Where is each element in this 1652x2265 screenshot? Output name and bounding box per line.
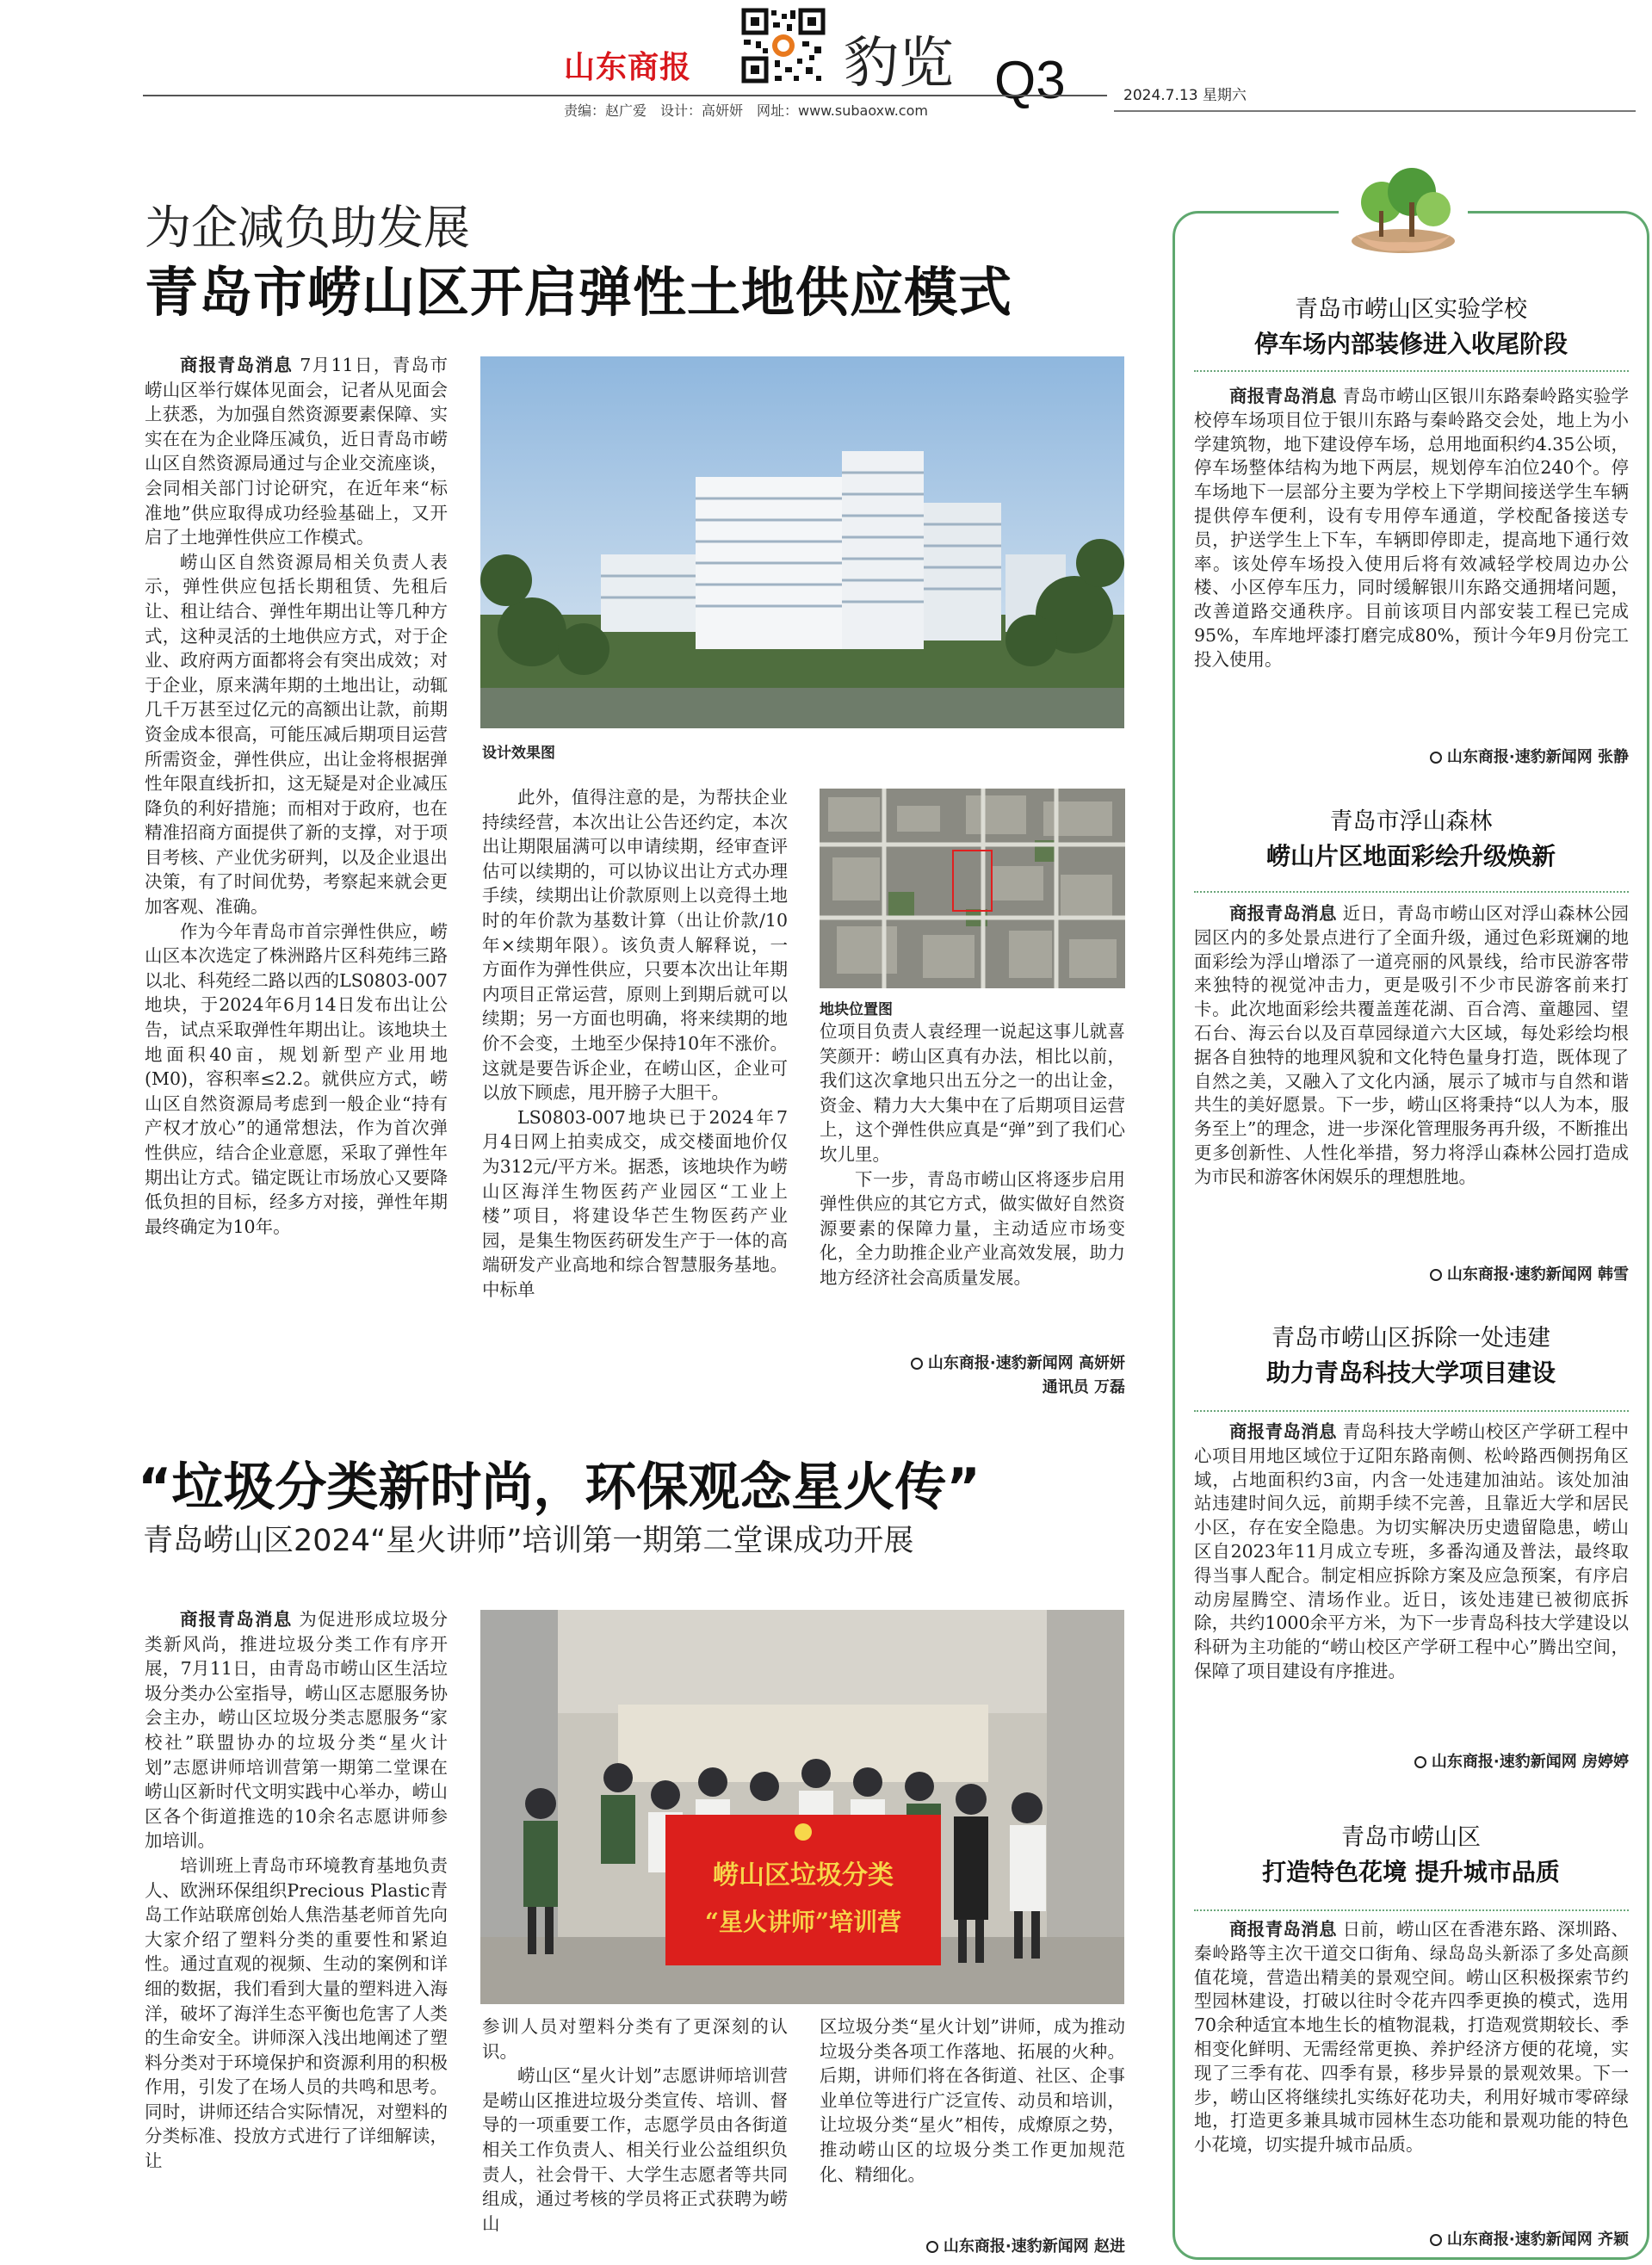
design-rendering-photo: [480, 356, 1124, 728]
article-2-column-2: [482, 2014, 788, 2265]
paragraph: 崂山区“星火计划”志愿讲师培训营是崂山区推进垃圾分类宣传、培训、督导的一项重要工作，志愿学员由各街道相关工作负责人、相关行业公益组织负责人，社会骨干、大学生志愿者等共同组成，通过考核的学员将正式获聘为崂山: [482, 2065, 788, 2234]
copyright-icon: [1414, 1756, 1426, 1768]
sidebar-story-3-body: 商报青岛消息 青岛科技大学崂山校区产学研工程中心项目用地区域位于辽阳东路南侧、松岭路西侧拐角区域，占地面积约3亩，内含一处违建加油站。该处加油站违建时间久远，前期手续不完善，且靠近大学和居民小区，存在安全隐患。为切实解决历史遗留隐患，崂山区自2023年11月成立专班，多番沟通及普法，最终取得当事人配合。制定相应拆除方案及应急预案，有序启动房屋腾空、清场作业。近日，该处违建已被彻底拆除，共约1000余平方米，为下一步青岛科技大学建设以科研为主功能的“崂山校区产学研工程中心”腾出空间，保障了项目建设有序推进。: [1194, 1421, 1629, 1681]
sidebar-story-4-credit: 山东商报·速豹新闻网 齐颖: [1194, 2228, 1629, 2252]
article-2-headline: “垃圾分类新时尚，环保观念星火传”: [138, 1457, 981, 1518]
paragraph: 培训班上青岛市环境教育基地负责人、欧洲环保组织Precious Plastic青岛工作站联席创始人焦浩基老师首先向大家介绍了塑料分类的重要性和紧迫性。通过直观的视频、生动的案例和详细的数据，我们看到大量的塑料进入海洋，破坏了海洋生态平衡也危害了人类的生命安全。讲师深入浅出地阐述了塑料分类对于环境保护和资源利用的积极作用，引发了在场人员的共鸣和思考。同时，讲师还结合实际情况，对塑料的分类标准、投放方式进行了详细解读，让: [145, 1854, 448, 2172]
article-1-column-3: [820, 1019, 1125, 1343]
location-map-photo: [820, 789, 1125, 988]
article-1-column-1: [145, 353, 448, 1408]
sidebar-story-1-credit: 山东商报·速豹新闻网 张静: [1194, 746, 1629, 770]
section-name: 豹览: [844, 32, 954, 96]
paragraph: LS0803-007地块已于2024年7月4日网上拍卖成交，成交楼面地价仅为312元/平方米。据悉，该地块作为崂山区海洋生物医药产业园区“工业上楼”项目，将建设华芒生物医药产业园，是集生物医药研发生产于一体的高端研发产业高地和综合智慧服务基地。中标单: [482, 1106, 788, 1300]
paragraph: 下一步，青岛市崂山区将逐步启用弹性供应的其它方式，做实做好自然资源要素的保障力量，主动适应市场变化，全力助推企业产业高效发展，助力地方经济社会高质量发展。: [820, 1168, 1125, 1288]
masthead-rule-right: [1114, 110, 1636, 112]
sidebar-story-4-body: 商报青岛消息 日前，崂山区在香港东路、深圳路、秦岭路等主次干道交口街角、绿岛岛头新添了多处高颜值花境，营造出精美的景观空间。崂山区积极探索节约型园林建设，打破以往时令花卉四季更换的模式，选用70余种适宜本地生长的植物混栽，打造观赏期较长、季相变化鲜明、无需经常更换、养护经济方便的花境，实现了三季有花、四季有景，移步异景的景观效果。下一步，崂山区将继续扎实练好花功夫，利用好城市零碎绿地，打造更多兼具城市园林生态功能和景观功能的特色小花境，切实提升城市品质。: [1194, 1919, 1629, 2156]
design-rendering-caption: 设计效果图: [482, 745, 555, 762]
masthead-rule: [143, 95, 1107, 96]
divider: [1194, 891, 1629, 893]
sidebar-story-3-title: 青岛市崂山区拆除一处违建 助力青岛科技大学项目建设: [1265, 1325, 1556, 1387]
article-2-column-3: [820, 2014, 1125, 2212]
sidebar-story-2-body: 商报青岛消息 近日，青岛市崂山区对浮山森林公园园区内的多处景点进行了全面升级，通过色彩斑斓的地面彩绘为浮山增添了一道亮丽的风景线，给市民游客带来独特的视觉冲击力，更是吸引不少市民游客前来打卡。此次地面彩绘共覆盖莲花湖、百合湾、童趣园、望石台、海云台以及百草园绿道六大区域，每处彩绘均根据各自独特的地理风貌和文化特色量身打造，既体现了自然之美，又融入了文化内涵，展示了城市与自然和谐共生的美好愿景。下一步，崂山区将秉持“以人为本，服务至上”的理念，进一步深化管理服务再升级，不断推出更多创新性、人性化举措，努力将浮山森林公园打造成为市民和游客休闲娱乐的理想胜地。: [1194, 903, 1629, 1187]
editor-credits: 责编：赵广爱 设计：高妍妍 网址：www.subaoxw.com: [564, 102, 928, 119]
paragraph: 位项目负责人袁经理一说起这事儿就喜笑颜开：崂山区真有办法，相比以前，我们这次拿地只出五分之一的出让金，资金、精力大大集中在了后期项目运营上，这个弹性供应真是“弹”到了我们心坎儿里。: [820, 1021, 1125, 1165]
paragraph: 区垃圾分类“星火计划”讲师，成为推动垃圾分类各项工作落地、拓展的火种。后期，讲师们将在各街道、社区、企事业单位等进行广泛宣传、动员和培训，让垃圾分类“星火”相传，成燎原之势，推动崂山区的垃圾分类工作更加规范化、精细化。: [820, 2016, 1125, 2185]
copyright-icon: [1430, 2234, 1442, 2246]
copyright-icon: [1430, 752, 1442, 764]
sidebar-story-3-credit: 山东商报·速豹新闻网 房婷婷: [1194, 1750, 1629, 1774]
divider: [1194, 1410, 1629, 1412]
sidebar-story-2-title: 青岛市浮山森林 崂山片区地面彩绘升级焕新: [1265, 808, 1556, 870]
paragraph: 崂山区自然资源局相关负责人表示，弹性供应包括长期租赁、先租后让、租让结合、弹性年期出让等几种方式，这种灵活的土地供应方式，对于企业、政府两方面都将会有突出成效；对于企业，原来满年期的土地出让，动辄几千万甚至过亿元的高额出让款，前期资金成本很高，可能压减后期项目运营所需资金，弹性供应，出让金将根据弹性年限直线折扣，这无疑是对企业减压降负的利好措施；而相对于政府，也在精准招商方面提供了新的支撑，对于项目考核、产业优劣研判，以及企业退出决策，有了时间优势，考察起来就会更加客观、准确。: [145, 551, 448, 918]
article-1-kicker: 为企减负助发展: [145, 201, 470, 255]
paragraph: 作为今年青岛市首宗弹性供应，崂山区本次选定了株洲路片区科苑纬三路以北、科苑经二路以西的LS0803-007地块，于2024年6月14日发布出让公告，试点采取弹性年期出让。该地块土地面积40亩，规划新型产业用地(M0)，容积率≤2.2。就供应方式，崂山区自然资源局考虑到一般企业“持有产权才放心”的通常想法，作为首次弹性供应，结合企业意愿，采取了弹性年期出让方式。锚定既让市场放心又要降低负担的目标，经多方对接，弹性年期最终确定为10年。: [145, 920, 448, 1237]
article-1-column-2: [482, 785, 788, 1405]
banner-text-line-2: “星火讲师”培训营: [704, 1908, 902, 1936]
divider: [1194, 1909, 1629, 1911]
sidebar-story-1-body: 商报青岛消息 青岛市崂山区银川东路秦岭路实验学校停车场项目位于银川东路与秦岭路交会处，地上为小学建筑物，地下建设停车场，总用地面积约4.35公顷，停车场整体结构为地下两层，规划停车泊位240个。停车场地下一层部分主要为学校上下学期间接送学生车辆提供停车便利，设有专用停车通道，学校配备接送专员，护送学生上下车，车辆即停即走，提高地下通行效率。该处停车场投入使用后将有效减轻学校周边办公楼、小区停车压力，同时缓解银川东路交通拥堵问题，改善道路交通秩序。目前该项目内部安装工程已完成95%，车库地坪漆打磨完成80%，预计今年9月份完工投入使用。: [1194, 386, 1629, 670]
plant-hands-icon: [1339, 159, 1468, 258]
paragraph: 商报青岛消息 7月11日，青岛市崂山区举行媒体见面会，记者从见面会上获悉，为加强自然资源要素保障、实实在在为企业降压减负，近日青岛市崂山区自然资源局通过与企业交流座谈，会同相关部门讨论研究，在近年来“标准地”供应取得成功经验基础上，又开启了土地弹性供应工作模式。: [145, 355, 448, 548]
training-group-photo: [480, 1610, 1124, 2004]
sidebar-story-2-credit: 山东商报·速豹新闻网 韩雪: [1194, 1263, 1629, 1287]
article-1-headline: 青岛市崂山区开启弹性土地供应模式: [145, 261, 1013, 324]
copyright-icon: [926, 2241, 938, 2253]
divider: [1194, 370, 1629, 372]
paragraph: 此外，值得注意的是，为帮扶企业持续经营，本次出让公告还约定，本次出让期限届满可以申请续期，经审查评估可以续期的，可以协议出让方式办理手续，续期出让价款原则上以竞得土地时的年价款为基数计算（出让价款/10年×续期年限）。该负责人解释说，一方面作为弹性供应，只要本次出让年期内项目正常运营，原则上到期后就可以续期；另一方面也明确，将来续期的地价不会变，土地至少保持10年不涨价。这就是要告诉企业，在崂山区，企业可以放下顾虑，甩开膀子大胆干。: [482, 787, 788, 1104]
banner-text-line-1: 崂山区垃圾分类: [713, 1860, 894, 1891]
issue-date: 2024.7.13 星期六: [1123, 87, 1247, 104]
qr-code-icon: [740, 7, 826, 84]
copyright-icon: [1430, 1269, 1442, 1281]
article-2-subhead: 青岛崂山区2024“星火讲师”培训第一期第二堂课成功开展: [143, 1524, 914, 1558]
location-map-caption: 地块位置图: [820, 1001, 893, 1018]
masthead: [0, 0, 1652, 121]
sidebar-story-4-title: 青岛市崂山区 打造特色花境 提升城市品质: [1262, 1824, 1560, 1886]
copyright-icon: [911, 1358, 923, 1370]
brand-logo: 山东商报: [564, 50, 692, 85]
page-number: Q3: [994, 51, 1066, 110]
article-2-column-1: [145, 1607, 448, 2265]
article-1-credit: 山东商报·速豹新闻网 高妍妍 通讯员 万磊: [820, 1352, 1125, 1400]
article-2-credit: 山东商报·速豹新闻网 赵进: [820, 2235, 1125, 2259]
paragraph: 参训人员对塑料分类有了更深刻的认识。: [482, 2016, 788, 2062]
paragraph: 商报青岛消息 为促进形成垃圾分类新风尚，推进垃圾分类工作有序开展，7月11日，由青岛市崂山区生活垃圾分类办公室指导，崂山区志愿服务协会主办，崂山区垃圾分类志愿服务“家校社”联盟协办的垃圾分类“星火计划”志愿讲师培训营第一期第二堂课在崂山区新时代文明实践中心举办，崂山区各个街道推选的10余名志愿讲师参加培训。: [145, 1609, 448, 1852]
sidebar-story-1-title: 青岛市崂山区实验学校 停车场内部装修进入收尾阶段: [1253, 296, 1568, 358]
